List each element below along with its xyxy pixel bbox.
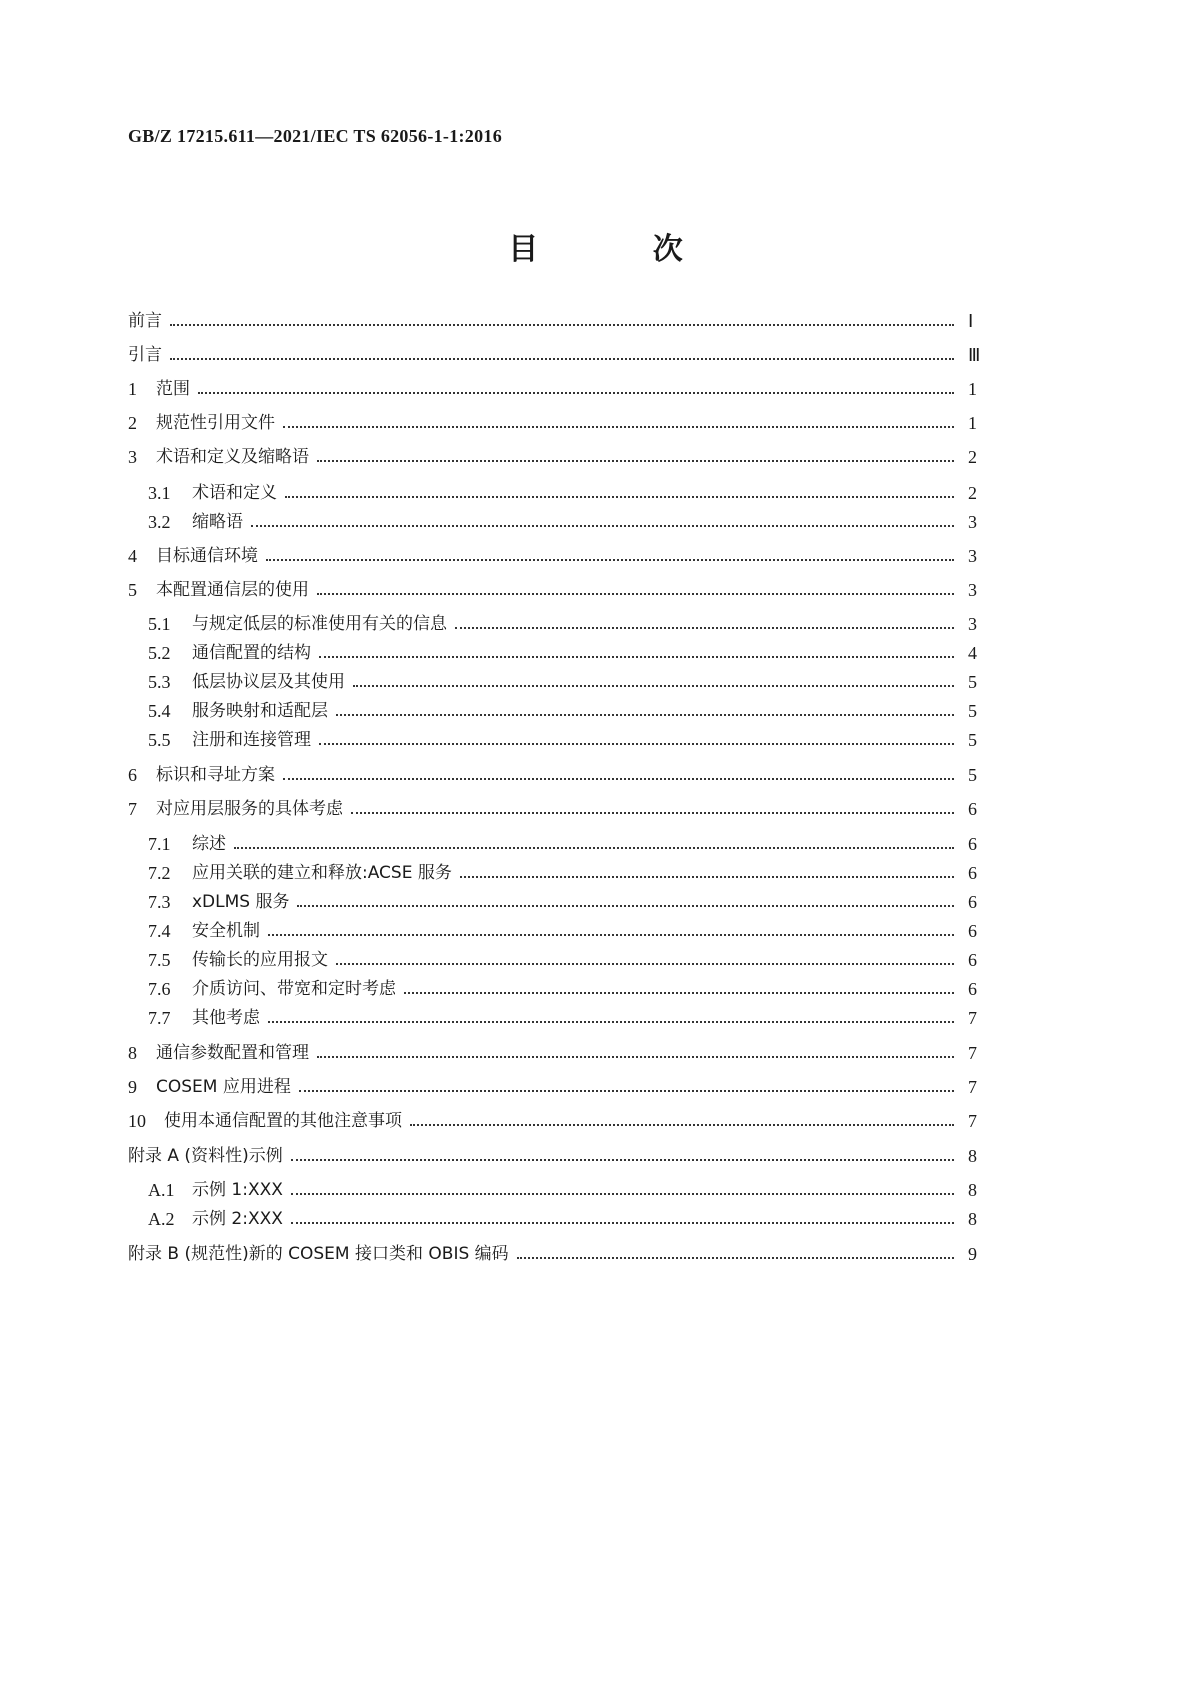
toc-entry[interactable] (0, 1235, 1191, 1265)
toc-entry-title: 应用关联的建立和释放:ACSE 服务 (192, 863, 452, 883)
toc-entry[interactable] (0, 1200, 1191, 1230)
dot-leader (268, 1003, 954, 1023)
dot-leader (291, 1141, 954, 1161)
toc-entry[interactable] (0, 941, 1191, 971)
toc-entry-page-number: 9 (968, 1244, 977, 1264)
toc-entry-label (148, 978, 396, 1000)
toc-entry-number: A.1 (148, 1180, 175, 1200)
toc-entry-label (128, 798, 343, 820)
toc-entry[interactable] (0, 854, 1191, 884)
dot-leader (234, 829, 954, 849)
toc-entry-label (128, 1243, 509, 1265)
toc-entry-number: 7.4 (148, 921, 171, 941)
toc-entry-page-number: 7 (968, 1111, 977, 1131)
toc-entry-page-number: 5 (968, 701, 977, 721)
toc-entry-number: 5.5 (148, 730, 171, 750)
toc-entry-page-number: 6 (968, 892, 977, 912)
toc-entry[interactable] (0, 537, 1191, 567)
toc-entry-title: COSEM 应用进程 (156, 1077, 291, 1097)
toc-entry-page-number: 6 (968, 834, 977, 854)
toc-entry-number: 5.1 (148, 614, 171, 634)
toc-entry-label (148, 482, 277, 504)
toc-entry[interactable] (0, 999, 1191, 1029)
page-title: 目 次 (508, 232, 735, 267)
toc-entry[interactable] (0, 370, 1191, 400)
toc-entry-page-number: 8 (968, 1146, 977, 1166)
dot-leader (268, 916, 954, 936)
toc-entry[interactable] (0, 721, 1191, 751)
toc-entry-label (148, 511, 243, 533)
toc-entry-title: 示例 1:XXX (192, 1180, 283, 1200)
toc-entry-number: 10 (128, 1111, 146, 1131)
toc-entry-label (148, 729, 311, 751)
toc-entry-label (128, 378, 190, 400)
dot-leader (351, 794, 954, 814)
dot-leader (317, 575, 954, 595)
toc-entry-title: 术语和定义 (192, 483, 277, 503)
toc-entry-page-number: 5 (968, 730, 977, 750)
toc-entry-label (148, 1007, 260, 1029)
toc-entry-number: 7.7 (148, 1008, 171, 1028)
toc-entry-title: 目标通信环境 (156, 546, 258, 566)
toc-entry-label (128, 412, 275, 434)
toc-entry-page-number: 6 (968, 863, 977, 883)
dot-leader (410, 1106, 954, 1126)
toc-entry-page-number: 4 (968, 643, 977, 663)
toc-entry-page-number: 5 (968, 765, 977, 785)
dot-leader (283, 408, 954, 428)
toc-entry-number: 5.3 (148, 672, 171, 692)
toc-entry-number: 9 (128, 1077, 137, 1097)
dot-leader (251, 507, 954, 527)
dot-leader (319, 638, 954, 658)
toc-entry-number: 5.4 (148, 701, 171, 721)
toc-entry-title: 与规定低层的标准使用有关的信息 (192, 614, 447, 634)
toc-entry-title: 附录 A (资料性)示例 (128, 1146, 283, 1166)
toc-entry-title: 本配置通信层的使用 (156, 580, 309, 600)
toc-entry-label (148, 862, 452, 884)
toc-entry-number: 3.1 (148, 483, 171, 503)
dot-leader (170, 340, 954, 360)
toc-entry-title: 低层协议层及其使用 (192, 672, 345, 692)
toc-entry-number: 6 (128, 765, 137, 785)
toc-entry-title: 其他考虑 (192, 1008, 260, 1028)
toc-entry-page-number: 3 (968, 546, 977, 566)
toc-entry[interactable] (0, 1171, 1191, 1201)
toc-entry-label (148, 949, 328, 971)
toc-entry-label (128, 764, 275, 786)
toc-entry-page-number: 6 (968, 950, 977, 970)
toc-entry-label (128, 446, 309, 468)
toc-entry-title: 术语和定义及缩略语 (156, 447, 309, 467)
dot-leader (317, 1038, 954, 1058)
toc-entry[interactable] (0, 1137, 1191, 1167)
toc-entry-number: 7.6 (148, 979, 171, 999)
toc-entry-label (128, 1076, 291, 1098)
dot-leader (404, 974, 954, 994)
toc-entry-page-number: 2 (968, 447, 977, 467)
toc-entry[interactable] (0, 825, 1191, 855)
toc-entry-number: 8 (128, 1043, 137, 1063)
toc-entry-title: 范围 (156, 379, 190, 399)
toc-entry-page-number: 7 (968, 1077, 977, 1097)
toc-entry[interactable] (0, 883, 1191, 913)
toc-entry-number: 5 (128, 580, 137, 600)
dot-leader (170, 306, 954, 326)
dot-leader (336, 945, 954, 965)
toc-entry-label (148, 920, 260, 942)
toc-entry-number: 5.2 (148, 643, 171, 663)
toc-entry-title: 缩略语 (192, 512, 243, 532)
toc-entry-number: 7.2 (148, 863, 171, 883)
toc-entry-title: 注册和连接管理 (192, 730, 311, 750)
toc-entry[interactable] (0, 1034, 1191, 1064)
toc-entry-title: xDLMS 服务 (192, 892, 290, 912)
toc-entry-page-number: 3 (968, 580, 977, 600)
toc-entry-label (128, 579, 309, 601)
toc-entry-page-number: 7 (968, 1043, 977, 1063)
toc-entry-number: 4 (128, 546, 137, 566)
toc-entry-page-number: 5 (968, 672, 977, 692)
toc-entry-title: 介质访问、带宽和定时考虑 (192, 979, 396, 999)
toc-entry-title: 综述 (192, 834, 226, 854)
dot-leader (291, 1204, 954, 1224)
dot-leader (336, 696, 954, 716)
dot-leader (353, 667, 954, 687)
toc-entry-label (148, 613, 447, 635)
dot-leader (299, 1072, 954, 1092)
standard-code-header: GB/Z 17215.611—2021/IEC TS 62056-1-1:2016 (128, 126, 503, 146)
toc-entry-page-number: 7 (968, 1008, 977, 1028)
toc-entry-title: 传输长的应用报文 (192, 950, 328, 970)
toc-entry-label (128, 310, 162, 332)
dot-leader (455, 609, 954, 629)
toc-entry-page-number: 2 (968, 483, 977, 503)
toc-entry[interactable] (0, 1102, 1191, 1132)
toc-entry-number: 7.3 (148, 892, 171, 912)
toc-entry[interactable] (0, 912, 1191, 942)
dot-leader (266, 541, 954, 561)
toc-entry[interactable] (0, 1068, 1191, 1098)
dot-leader (317, 442, 954, 462)
toc-entry-title: 附录 B (规范性)新的 COSEM 接口类和 OBIS 编码 (128, 1244, 509, 1264)
toc-entry-label (128, 344, 162, 366)
toc-entry-label (148, 833, 226, 855)
toc-entry[interactable] (0, 790, 1191, 820)
toc-entry-label (128, 545, 258, 567)
toc-entry-number: 2 (128, 413, 137, 433)
toc-entry-label (148, 671, 345, 693)
dot-leader (283, 760, 954, 780)
toc-entry-page-number: 3 (968, 614, 977, 634)
toc-entry[interactable] (0, 605, 1191, 635)
toc-entry-number: 7 (128, 799, 137, 819)
toc-entry-title: 引言 (128, 345, 162, 365)
toc-entry-title: 前言 (128, 311, 162, 331)
toc-entry-page-number: 3 (968, 512, 977, 532)
toc-entry[interactable] (0, 970, 1191, 1000)
dot-leader (291, 1175, 954, 1195)
toc-entry[interactable] (0, 692, 1191, 722)
toc-entry[interactable] (0, 634, 1191, 664)
toc-entry[interactable] (0, 503, 1191, 533)
dot-leader (297, 887, 954, 907)
toc-entry-number: 7.5 (148, 950, 171, 970)
toc-entry-label (148, 891, 289, 913)
toc-entry-number: 3 (128, 447, 137, 467)
toc-entry-number: A.2 (148, 1209, 175, 1229)
toc-entry[interactable] (0, 663, 1191, 693)
toc-entry-title: 服务映射和适配层 (192, 701, 328, 721)
toc-entry-label (148, 700, 328, 722)
toc-entry-title: 对应用层服务的具体考虑 (156, 799, 343, 819)
toc-entry-label (128, 1110, 402, 1132)
toc-entry-title: 安全机制 (192, 921, 260, 941)
toc-entry-page-number: Ⅲ (968, 345, 981, 365)
toc-entry[interactable] (0, 404, 1191, 434)
toc-entry-page-number: 6 (968, 921, 977, 941)
toc-entry-title: 标识和寻址方案 (156, 765, 275, 785)
toc-entry-label (148, 642, 311, 664)
toc-entry[interactable] (0, 474, 1191, 504)
toc-entry-label (128, 1145, 283, 1167)
toc-entry-page-number: 1 (968, 413, 977, 433)
dot-leader (460, 858, 954, 878)
toc-entry-label (148, 1179, 283, 1201)
dot-leader (285, 478, 954, 498)
toc-entry-number: 1 (128, 379, 137, 399)
toc-entry-page-number: 6 (968, 979, 977, 999)
toc-entry-page-number: 8 (968, 1209, 977, 1229)
toc-entry-title: 规范性引用文件 (156, 413, 275, 433)
toc-entry-label (148, 1208, 283, 1230)
toc-entry-page-number: 8 (968, 1180, 977, 1200)
dot-leader (319, 725, 954, 745)
toc-entry-title: 示例 2:XXX (192, 1209, 283, 1229)
toc-entry-number: 3.2 (148, 512, 171, 532)
toc-entry[interactable] (0, 438, 1191, 468)
toc-entry[interactable] (0, 336, 1191, 366)
dot-leader (517, 1239, 954, 1259)
dot-leader (198, 374, 954, 394)
toc-entry-title: 通信配置的结构 (192, 643, 311, 663)
toc-entry-page-number: Ⅰ (968, 311, 974, 331)
toc-entry[interactable] (0, 756, 1191, 786)
toc-entry[interactable] (0, 571, 1191, 601)
toc-entry-title: 通信参数配置和管理 (156, 1043, 309, 1063)
toc-entry-page-number: 6 (968, 799, 977, 819)
toc-entry[interactable] (0, 302, 1191, 332)
toc-entry-number: 7.1 (148, 834, 171, 854)
toc-entry-title: 使用本通信配置的其他注意事项 (164, 1111, 402, 1131)
toc-entry-label (128, 1042, 309, 1064)
toc-entry-page-number: 1 (968, 379, 977, 399)
